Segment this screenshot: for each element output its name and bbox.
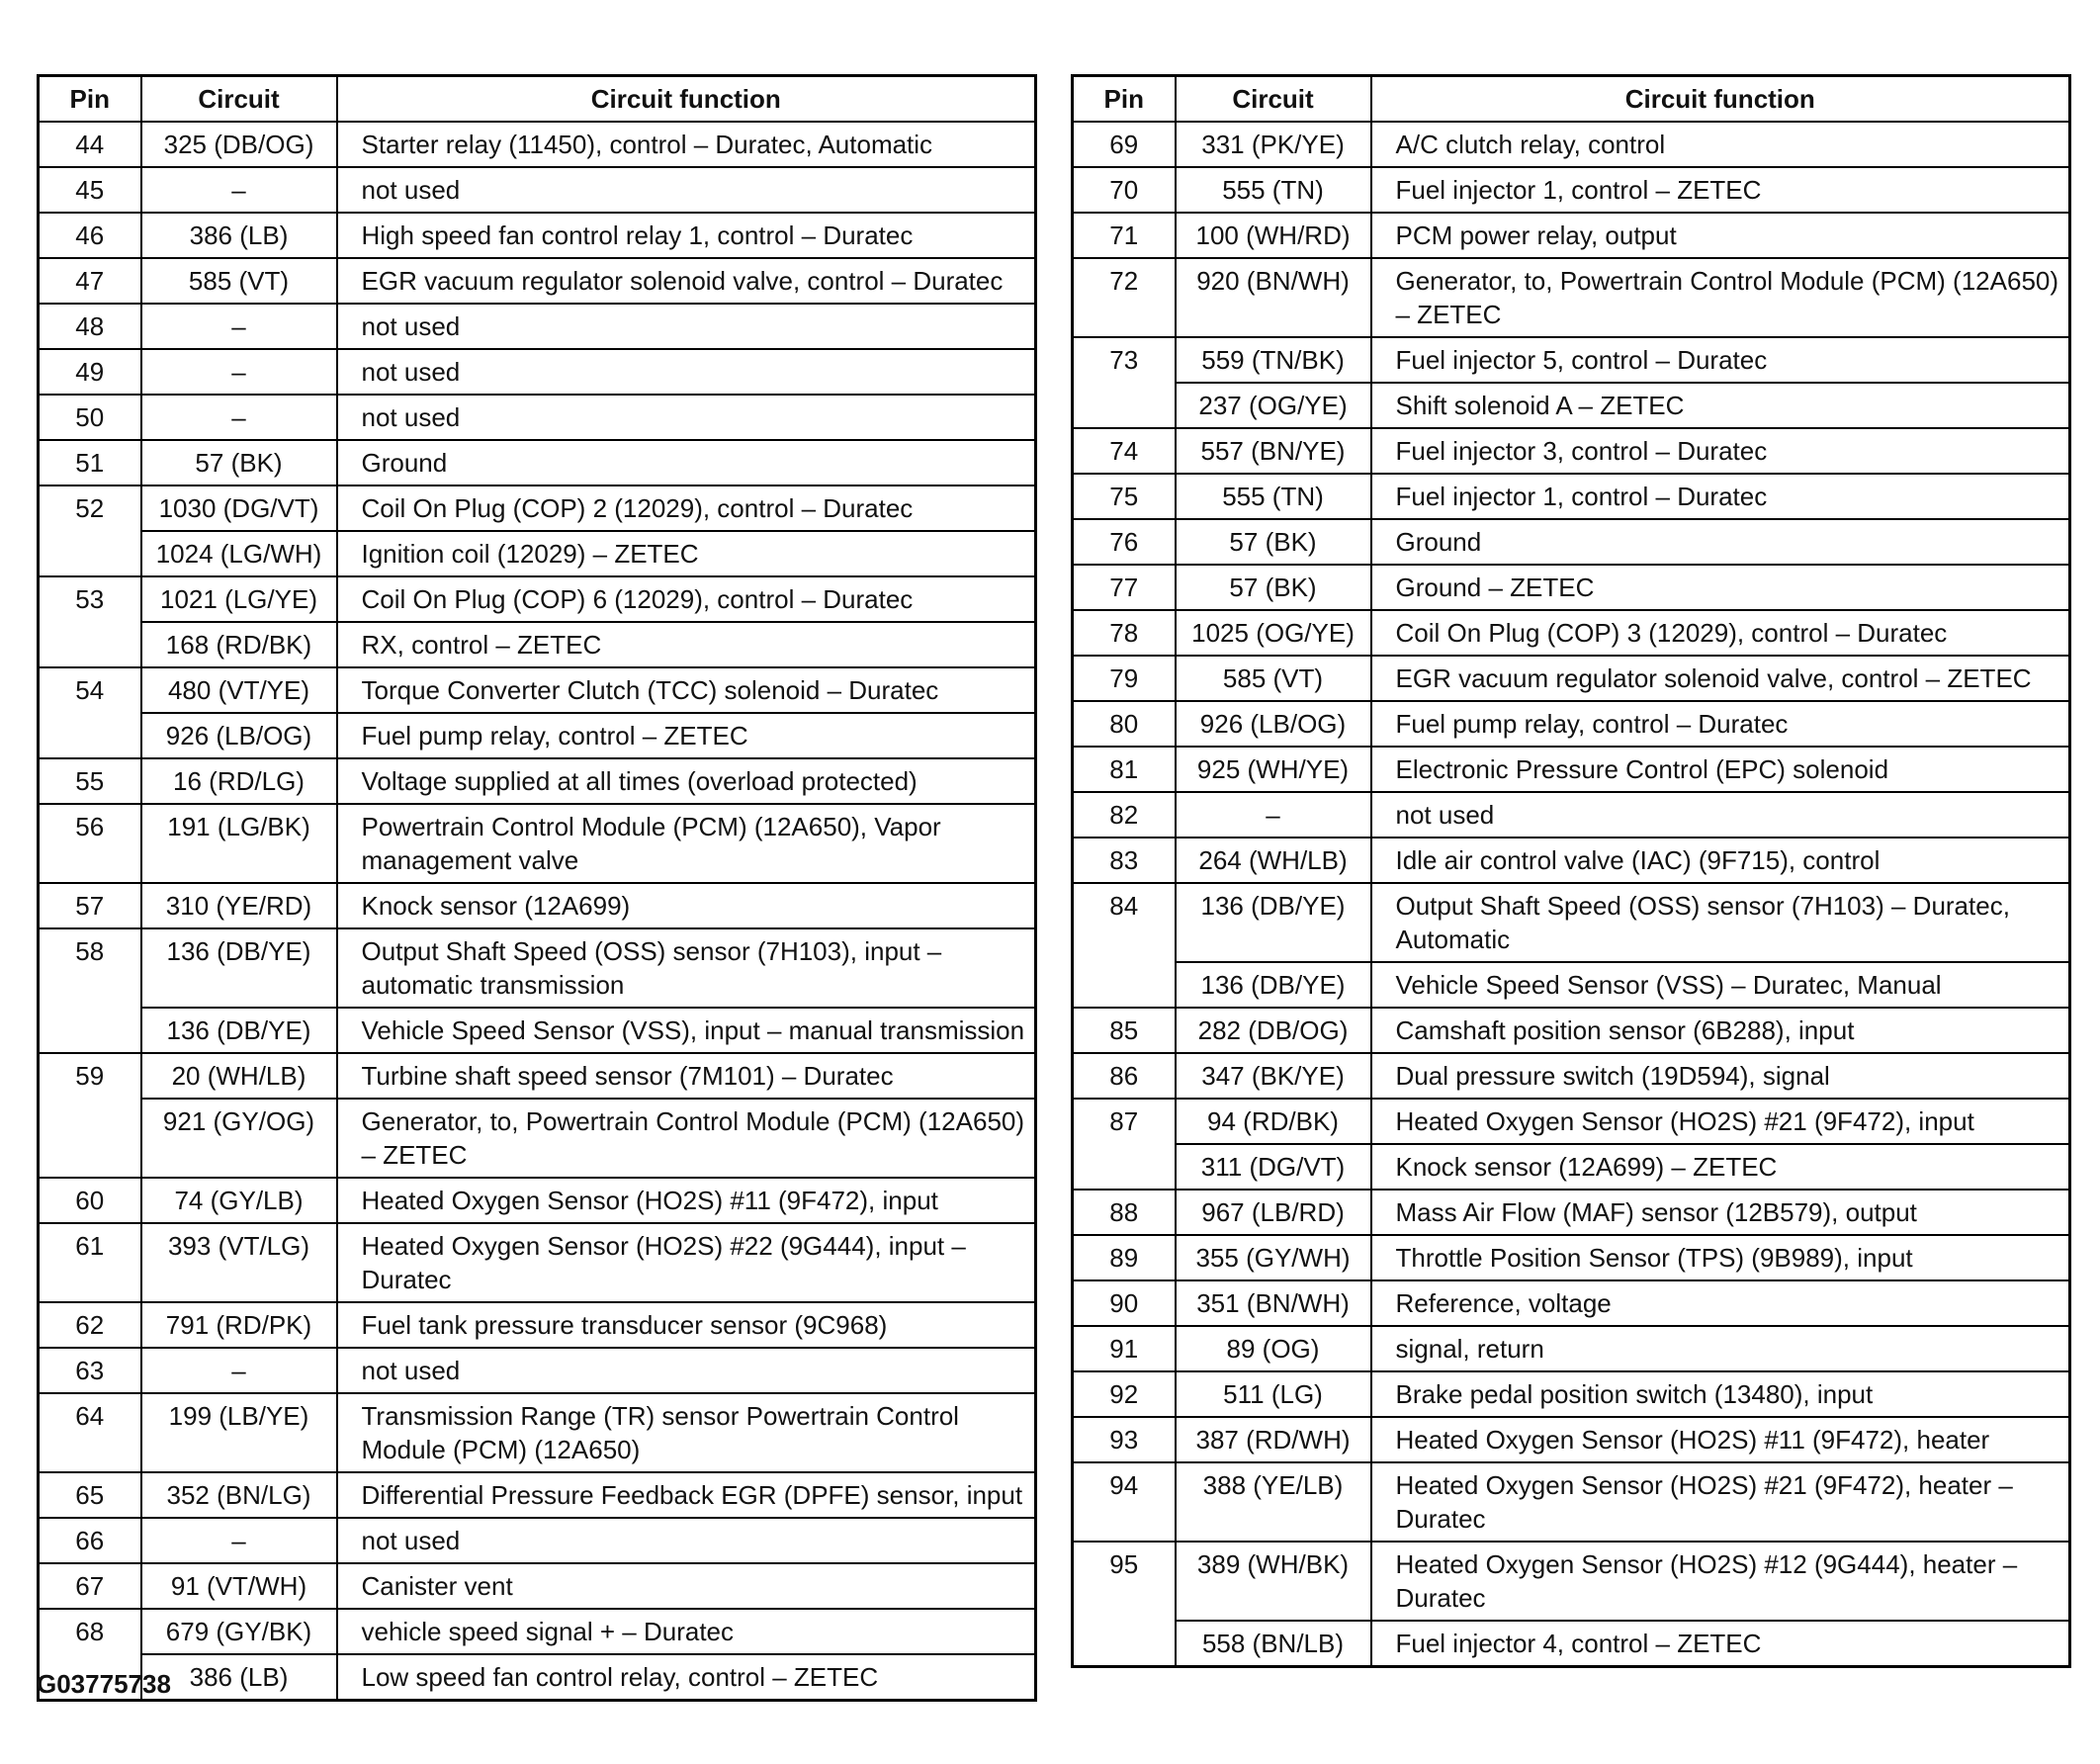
- pin-cell: 81: [1073, 747, 1176, 792]
- function-cell: Electronic Pressure Control (EPC) solenoid: [1371, 747, 2070, 792]
- table-row: [39, 622, 1036, 667]
- table-row: [1073, 1280, 2070, 1326]
- function-cell: Generator, to, Powertrain Control Module (PCM) (12A650) – ZETEC: [1371, 258, 2070, 337]
- pin-cell: 74: [1073, 428, 1176, 474]
- function-cell: Generator, to, Powertrain Control Module (PCM) (12A650) – ZETEC: [337, 1099, 1036, 1178]
- function-cell: Torque Converter Clutch (TCC) solenoid – Duratec: [337, 667, 1036, 713]
- function-cell: Output Shaft Speed (OSS) sensor (7H103), input – automatic transmission: [337, 928, 1036, 1008]
- pin-cell: 73: [1073, 337, 1176, 428]
- circuit-cell: 74 (GY/LB): [141, 1178, 337, 1223]
- pin-cell: 50: [39, 395, 141, 440]
- pin-cell: 71: [1073, 213, 1176, 258]
- table-row: [1073, 747, 2070, 792]
- table-row: [1073, 610, 2070, 656]
- circuit-cell: –: [141, 167, 337, 213]
- pin-cell: 90: [1073, 1280, 1176, 1326]
- table-row: [1073, 656, 2070, 701]
- table-row: [39, 213, 1036, 258]
- function-cell: Ground – ZETEC: [1371, 565, 2070, 610]
- circuit-cell: 136 (DB/YE): [141, 928, 337, 1008]
- table-row: [39, 1472, 1036, 1518]
- function-cell: Canister vent: [337, 1563, 1036, 1609]
- circuit-cell: 389 (WH/BK): [1176, 1542, 1371, 1621]
- table-row: [39, 804, 1036, 883]
- table-row: [39, 167, 1036, 213]
- pin-cell: 78: [1073, 610, 1176, 656]
- circuit-cell: 136 (DB/YE): [141, 1008, 337, 1053]
- function-cell: Fuel injector 5, control – Duratec: [1371, 337, 2070, 383]
- pin-cell: 54: [39, 667, 141, 758]
- pin-cell: 85: [1073, 1008, 1176, 1053]
- function-cell: not used: [337, 167, 1036, 213]
- pin-cell: 94: [1073, 1462, 1176, 1542]
- table-row: [39, 1393, 1036, 1472]
- circuit-cell: 920 (BN/WH): [1176, 258, 1371, 337]
- pin-table-right-body: [1073, 122, 2070, 1667]
- function-cell: Heated Oxygen Sensor (HO2S) #11 (9F472), input: [337, 1178, 1036, 1223]
- pin-cell: 82: [1073, 792, 1176, 838]
- pin-table-right: [1071, 74, 2071, 1668]
- function-cell: not used: [337, 395, 1036, 440]
- function-cell: Idle air control valve (IAC) (9F715), control: [1371, 838, 2070, 883]
- table-row: [1073, 122, 2070, 167]
- table-row: [1073, 213, 2070, 258]
- pin-cell: 70: [1073, 167, 1176, 213]
- pin-cell: 77: [1073, 565, 1176, 610]
- pin-cell: 92: [1073, 1371, 1176, 1417]
- pin-cell: 58: [39, 928, 141, 1053]
- circuit-cell: 351 (BN/WH): [1176, 1280, 1371, 1326]
- table-row: [1073, 383, 2070, 428]
- pin-cell: 47: [39, 258, 141, 304]
- circuit-cell: 136 (DB/YE): [1176, 962, 1371, 1008]
- pin-cell: 80: [1073, 701, 1176, 747]
- function-cell: High speed fan control relay 1, control – Duratec: [337, 213, 1036, 258]
- circuit-cell: 386 (LB): [141, 213, 337, 258]
- table-row: [39, 440, 1036, 485]
- circuit-cell: 325 (DB/OG): [141, 122, 337, 167]
- pin-cell: 48: [39, 304, 141, 349]
- circuit-cell: 1021 (LG/YE): [141, 576, 337, 622]
- circuit-cell: 921 (GY/OG): [141, 1099, 337, 1178]
- circuit-cell: –: [141, 1518, 337, 1563]
- function-cell: Camshaft position sensor (6B288), input: [1371, 1008, 2070, 1053]
- function-cell: Shift solenoid A – ZETEC: [1371, 383, 2070, 428]
- circuit-cell: 237 (OG/YE): [1176, 383, 1371, 428]
- circuit-cell: 264 (WH/LB): [1176, 838, 1371, 883]
- pin-cell: 87: [1073, 1099, 1176, 1190]
- pin-cell: 46: [39, 213, 141, 258]
- pin-cell: 61: [39, 1223, 141, 1302]
- function-cell: Output Shaft Speed (OSS) sensor (7H103) – Duratec, Automatic: [1371, 883, 2070, 962]
- table-row: [1073, 258, 2070, 337]
- circuit-cell: 925 (WH/YE): [1176, 747, 1371, 792]
- function-cell: signal, return: [1371, 1326, 2070, 1371]
- table-row: [39, 349, 1036, 395]
- function-cell: not used: [337, 304, 1036, 349]
- function-cell: PCM power relay, output: [1371, 213, 2070, 258]
- function-cell: Fuel injector 1, control – Duratec: [1371, 474, 2070, 519]
- pin-cell: 67: [39, 1563, 141, 1609]
- function-cell: Differential Pressure Feedback EGR (DPFE) sensor, input: [337, 1472, 1036, 1518]
- pin-cell: 49: [39, 349, 141, 395]
- function-cell: Knock sensor (12A699): [337, 883, 1036, 928]
- header-row: [39, 76, 1036, 123]
- pin-cell: 59: [39, 1053, 141, 1178]
- table-row: [39, 1563, 1036, 1609]
- table-row: [1073, 474, 2070, 519]
- circuit-cell: –: [141, 1348, 337, 1393]
- pin-cell: 93: [1073, 1417, 1176, 1462]
- function-cell: Vehicle Speed Sensor (VSS), input – manual transmission: [337, 1008, 1036, 1053]
- table-row: [39, 1348, 1036, 1393]
- pin-cell: 83: [1073, 838, 1176, 883]
- table-row: [39, 576, 1036, 622]
- function-cell: Reference, voltage: [1371, 1280, 2070, 1326]
- table-row: [39, 758, 1036, 804]
- table-row: [1073, 1462, 2070, 1542]
- function-cell: Heated Oxygen Sensor (HO2S) #22 (9G444), input – Duratec: [337, 1223, 1036, 1302]
- table-row: [39, 883, 1036, 928]
- pin-cell: 52: [39, 485, 141, 576]
- function-cell: Fuel injector 1, control – ZETEC: [1371, 167, 2070, 213]
- pin-cell: 84: [1073, 883, 1176, 1008]
- circuit-cell: 511 (LG): [1176, 1371, 1371, 1417]
- figure-id: G03775738: [37, 1669, 171, 1699]
- pin-cell: 55: [39, 758, 141, 804]
- circuit-cell: 926 (LB/OG): [1176, 701, 1371, 747]
- pin-cell: 45: [39, 167, 141, 213]
- function-cell: EGR vacuum regulator solenoid valve, control – Duratec: [337, 258, 1036, 304]
- pin-header: Pin: [1073, 76, 1176, 123]
- function-cell: Fuel pump relay, control – ZETEC: [337, 713, 1036, 758]
- function-cell: Fuel tank pressure transducer sensor (9C968): [337, 1302, 1036, 1348]
- function-cell: Heated Oxygen Sensor (HO2S) #11 (9F472), heater: [1371, 1417, 2070, 1462]
- function-cell: RX, control – ZETEC: [337, 622, 1036, 667]
- function-cell: EGR vacuum regulator solenoid valve, control – ZETEC: [1371, 656, 2070, 701]
- pin-cell: 62: [39, 1302, 141, 1348]
- circuit-cell: 20 (WH/LB): [141, 1053, 337, 1099]
- table-row: [39, 258, 1036, 304]
- function-cell: Dual pressure switch (19D594), signal: [1371, 1053, 2070, 1099]
- function-cell: Heated Oxygen Sensor (HO2S) #21 (9F472), input: [1371, 1099, 2070, 1144]
- circuit-cell: 585 (VT): [1176, 656, 1371, 701]
- function-cell: Turbine shaft speed sensor (7M101) – Duratec: [337, 1053, 1036, 1099]
- circuit-cell: 57 (BK): [1176, 519, 1371, 565]
- circuit-cell: 559 (TN/BK): [1176, 337, 1371, 383]
- function-cell: Coil On Plug (COP) 2 (12029), control – Duratec: [337, 485, 1036, 531]
- circuit-cell: –: [141, 395, 337, 440]
- pin-cell: 76: [1073, 519, 1176, 565]
- circuit-cell: 555 (TN): [1176, 167, 1371, 213]
- table-row: [39, 1099, 1036, 1178]
- table-row: [39, 485, 1036, 531]
- table-row: [39, 1008, 1036, 1053]
- function-cell: Ground: [337, 440, 1036, 485]
- pin-header: Pin: [39, 76, 141, 123]
- circuit-cell: 1024 (LG/WH): [141, 531, 337, 576]
- pin-cell: 86: [1073, 1053, 1176, 1099]
- circuit-cell: –: [1176, 792, 1371, 838]
- table-row: [39, 1223, 1036, 1302]
- function-cell: Mass Air Flow (MAF) sensor (12B579), output: [1371, 1190, 2070, 1235]
- pin-cell: 60: [39, 1178, 141, 1223]
- function-cell: Throttle Position Sensor (TPS) (9B989), input: [1371, 1235, 2070, 1280]
- circuit-cell: 100 (WH/RD): [1176, 213, 1371, 258]
- circuit-cell: 480 (VT/YE): [141, 667, 337, 713]
- table-row: [39, 304, 1036, 349]
- circuit-cell: 557 (BN/YE): [1176, 428, 1371, 474]
- pin-cell: 95: [1073, 1542, 1176, 1667]
- function-cell: Heated Oxygen Sensor (HO2S) #12 (9G444), heater – Duratec: [1371, 1542, 2070, 1621]
- table-row: [1073, 337, 2070, 383]
- header-row: [1073, 76, 2070, 123]
- table-row: [1073, 1417, 2070, 1462]
- function-cell: not used: [337, 1348, 1036, 1393]
- table-row: [39, 395, 1036, 440]
- pin-table-left-body: [39, 122, 1036, 1701]
- circuit-cell: 89 (OG): [1176, 1326, 1371, 1371]
- table-row: [1073, 1053, 2070, 1099]
- pin-cell: 65: [39, 1472, 141, 1518]
- pin-cell: 75: [1073, 474, 1176, 519]
- circuit-cell: 331 (PK/YE): [1176, 122, 1371, 167]
- circuit-header: Circuit: [1176, 76, 1371, 123]
- circuit-cell: 168 (RD/BK): [141, 622, 337, 667]
- pin-cell: 44: [39, 122, 141, 167]
- table-row: [1073, 1621, 2070, 1667]
- function-cell: not used: [337, 349, 1036, 395]
- table-row: [1073, 1326, 2070, 1371]
- circuit-cell: 191 (LG/BK): [141, 804, 337, 883]
- table-row: [1073, 1542, 2070, 1621]
- table-row: [1073, 792, 2070, 838]
- table-row: [39, 1178, 1036, 1223]
- table-row: [1073, 167, 2070, 213]
- circuit-header: Circuit: [141, 76, 337, 123]
- pin-cell: 72: [1073, 258, 1176, 337]
- table-row: [1073, 1099, 2070, 1144]
- function-cell: not used: [337, 1518, 1036, 1563]
- function-cell: Powertrain Control Module (PCM) (12A650), Vapor management valve: [337, 804, 1036, 883]
- function-cell: Ignition coil (12029) – ZETEC: [337, 531, 1036, 576]
- table-row: [1073, 1008, 2070, 1053]
- function-cell: Ground: [1371, 519, 2070, 565]
- function-cell: Vehicle Speed Sensor (VSS) – Duratec, Manual: [1371, 962, 2070, 1008]
- function-cell: A/C clutch relay, control: [1371, 122, 2070, 167]
- table-row: [1073, 1190, 2070, 1235]
- pin-cell: 68: [39, 1609, 141, 1701]
- function-cell: Transmission Range (TR) sensor Powertrain Control Module (PCM) (12A650): [337, 1393, 1036, 1472]
- function-cell: Knock sensor (12A699) – ZETEC: [1371, 1144, 2070, 1190]
- table-row: [1073, 701, 2070, 747]
- pin-cell: 69: [1073, 122, 1176, 167]
- circuit-cell: 386 (LB): [141, 1654, 337, 1701]
- circuit-cell: 94 (RD/BK): [1176, 1099, 1371, 1144]
- circuit-cell: 967 (LB/RD): [1176, 1190, 1371, 1235]
- circuit-cell: 555 (TN): [1176, 474, 1371, 519]
- circuit-cell: 57 (BK): [1176, 565, 1371, 610]
- table-row: [1073, 883, 2070, 962]
- pin-cell: 79: [1073, 656, 1176, 701]
- pin-cell: 57: [39, 883, 141, 928]
- table-row: [1073, 519, 2070, 565]
- circuit-cell: –: [141, 349, 337, 395]
- circuit-cell: 1025 (OG/YE): [1176, 610, 1371, 656]
- table-row: [39, 713, 1036, 758]
- pin-cell: 51: [39, 440, 141, 485]
- pin-table-left: [37, 74, 1037, 1702]
- table-row: [1073, 962, 2070, 1008]
- circuit-cell: 311 (DG/VT): [1176, 1144, 1371, 1190]
- function-cell: Fuel injector 4, control – ZETEC: [1371, 1621, 2070, 1667]
- circuit-cell: 16 (RD/LG): [141, 758, 337, 804]
- circuit-cell: 791 (RD/PK): [141, 1302, 337, 1348]
- table-row: [1073, 838, 2070, 883]
- circuit-cell: 926 (LB/OG): [141, 713, 337, 758]
- function-cell: Starter relay (11450), control – Duratec, Automatic: [337, 122, 1036, 167]
- pin-cell: 64: [39, 1393, 141, 1472]
- pin-cell: 89: [1073, 1235, 1176, 1280]
- table-row: [1073, 1235, 2070, 1280]
- circuit-cell: 310 (YE/RD): [141, 883, 337, 928]
- table-row: [39, 667, 1036, 713]
- table-row: [1073, 1144, 2070, 1190]
- circuit-cell: 393 (VT/LG): [141, 1223, 337, 1302]
- table-row: [39, 1053, 1036, 1099]
- function-cell: Voltage supplied at all times (overload protected): [337, 758, 1036, 804]
- circuit-cell: 352 (BN/LG): [141, 1472, 337, 1518]
- table-row: [39, 1609, 1036, 1654]
- circuit-cell: 1030 (DG/VT): [141, 485, 337, 531]
- function-header: Circuit function: [1371, 76, 2070, 123]
- circuit-cell: 57 (BK): [141, 440, 337, 485]
- circuit-cell: 347 (BK/YE): [1176, 1053, 1371, 1099]
- circuit-cell: 558 (BN/LB): [1176, 1621, 1371, 1667]
- table-row: [39, 122, 1036, 167]
- table-row: [1073, 1371, 2070, 1417]
- table-row: [39, 928, 1036, 1008]
- function-header: Circuit function: [337, 76, 1036, 123]
- pin-cell: 88: [1073, 1190, 1176, 1235]
- circuit-cell: 199 (LB/YE): [141, 1393, 337, 1472]
- circuit-cell: 282 (DB/OG): [1176, 1008, 1371, 1053]
- pin-cell: 91: [1073, 1326, 1176, 1371]
- circuit-cell: –: [141, 304, 337, 349]
- circuit-cell: 136 (DB/YE): [1176, 883, 1371, 962]
- function-cell: Brake pedal position switch (13480), input: [1371, 1371, 2070, 1417]
- function-cell: Heated Oxygen Sensor (HO2S) #21 (9F472), heater – Duratec: [1371, 1462, 2070, 1542]
- pin-cell: 53: [39, 576, 141, 667]
- table-row: [39, 531, 1036, 576]
- table-row: [39, 1302, 1036, 1348]
- function-cell: Fuel injector 3, control – Duratec: [1371, 428, 2070, 474]
- function-cell: Low speed fan control relay, control – ZETEC: [337, 1654, 1036, 1701]
- circuit-cell: 91 (VT/WH): [141, 1563, 337, 1609]
- pin-cell: 56: [39, 804, 141, 883]
- circuit-cell: 388 (YE/LB): [1176, 1462, 1371, 1542]
- function-cell: vehicle speed signal + – Duratec: [337, 1609, 1036, 1654]
- circuit-cell: 679 (GY/BK): [141, 1609, 337, 1654]
- table-row: [1073, 565, 2070, 610]
- function-cell: Coil On Plug (COP) 3 (12029), control – Duratec: [1371, 610, 2070, 656]
- table-row: [39, 1654, 1036, 1701]
- pin-cell: 63: [39, 1348, 141, 1393]
- pin-cell: 66: [39, 1518, 141, 1563]
- function-cell: not used: [1371, 792, 2070, 838]
- table-row: [39, 1518, 1036, 1563]
- function-cell: Fuel pump relay, control – Duratec: [1371, 701, 2070, 747]
- table-row: [1073, 428, 2070, 474]
- circuit-cell: 387 (RD/WH): [1176, 1417, 1371, 1462]
- function-cell: Coil On Plug (COP) 6 (12029), control – Duratec: [337, 576, 1036, 622]
- circuit-cell: 355 (GY/WH): [1176, 1235, 1371, 1280]
- circuit-cell: 585 (VT): [141, 258, 337, 304]
